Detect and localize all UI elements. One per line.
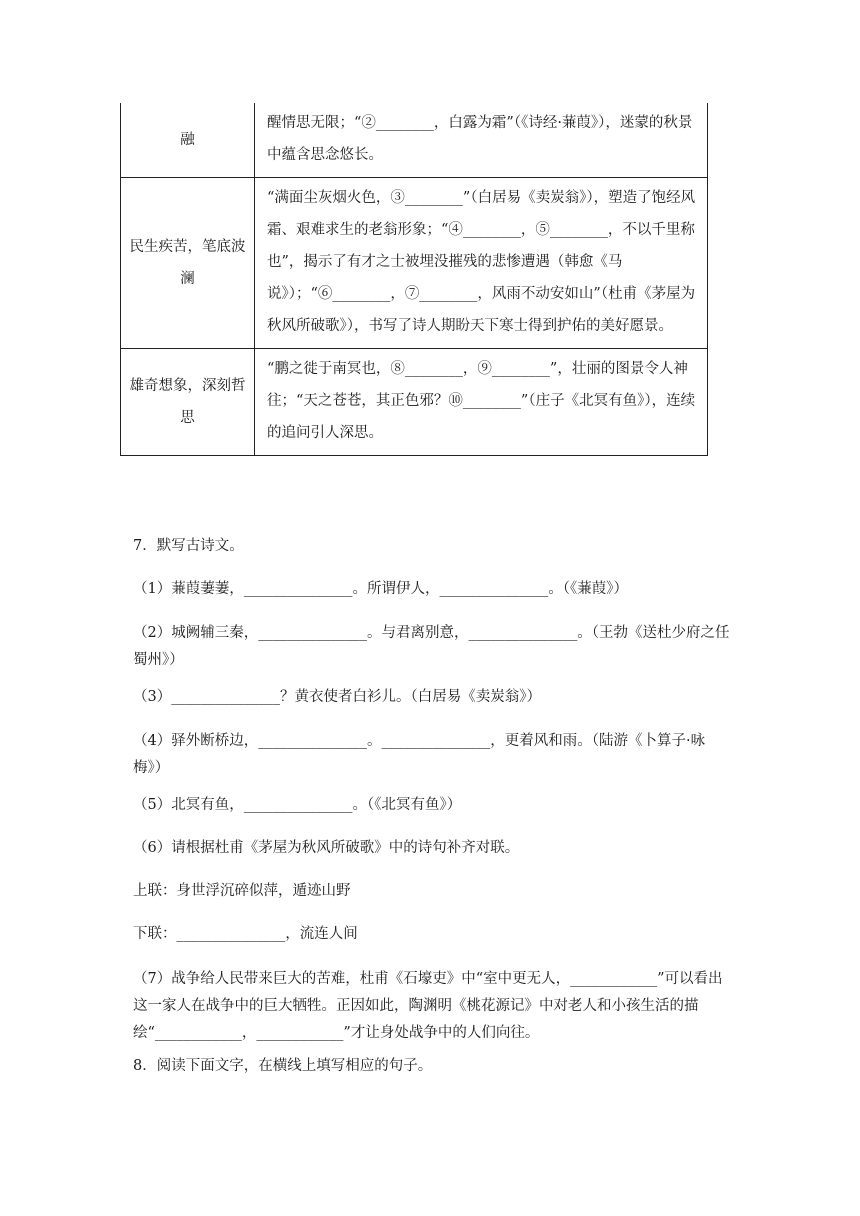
question-item: （2）城阙辅三秦，_______________。与君离别意，_______________。（王勃《送杜少府之任蜀州》） (133, 625, 730, 668)
table-row (121, 349, 708, 456)
table-content-cell: 醒情思无限；“②________，白露为霜”（《诗经·蒹葭》），迷蒙的秋景中蕴含思念悠长。 (255, 103, 708, 178)
question-item: （4）驿外断桥边，_______________。_______________，更着风和雨。（陆游《卜算子·咏梅》） (133, 733, 706, 776)
question-7-heading: 7．默写古诗文。 (133, 538, 244, 554)
table-content-cell: “鹏之徙于南冥也，⑧________，⑨________”，壮丽的图景令人神往；“天之苍苍，其正色邪？⑩________”（庄子《北冥有鱼》），连续的追问引人深思。 (255, 349, 708, 456)
question-item: （7）战争给人民带来巨大的苦难，杜甫《石壕吏》中“室中更无人，____________”可以看出这一家人在战争中的巨大牺牲。正因如此，陶渊明《桃花源记》中对老人和小孩生活的描绘“____________，____________”才让身处战争中的人们向往。 (133, 971, 723, 1041)
table-topic-cell: 民生疾苦，笔底波澜 (121, 178, 255, 349)
table-content-cell: “满面尘灰烟火色，③________”（白居易《卖炭翁》），塑造了饱经风霜、艰难求生的老翁形象；“④________，⑤________，不以千里称也”，揭示了有才之士被埋没摧残的悲惨遭遇（韩愈《马说》）；“⑥________，⑦________，风雨不动安如山”（杜甫《茅屋为秋风所破歌》），书写了诗人期盼天下寒士得到护佑的美好愿景。 (255, 178, 708, 349)
question-item: （5）北冥有鱼，_______________。（《北冥有鱼》） (133, 797, 462, 813)
poem-theme-table (120, 103, 708, 456)
question-item: （1）蒹葭萋萋，_______________。所谓伊人，_______________。（《蒹葭》） (133, 581, 628, 597)
table-row (121, 178, 708, 349)
couplet-lower: 下联：_______________，流连人间 (133, 926, 358, 942)
table-row (121, 103, 708, 178)
question-item: （3）_______________？黄衣使者白衫儿。（白居易《卖炭翁》） (133, 689, 541, 705)
question-item: （6）请根据杜甫《茅屋为秋风所破歌》中的诗句补齐对联。 (133, 840, 520, 856)
table-topic-cell: 雄奇想象，深刻哲思 (121, 349, 255, 456)
table-topic-cell: 融 (121, 103, 255, 178)
couplet-upper: 上联：身世浮沉碎似萍，遁迹山野 (133, 883, 351, 899)
question-8-heading: 8．阅读下面文字，在横线上填写相应的句子。 (133, 1058, 433, 1074)
